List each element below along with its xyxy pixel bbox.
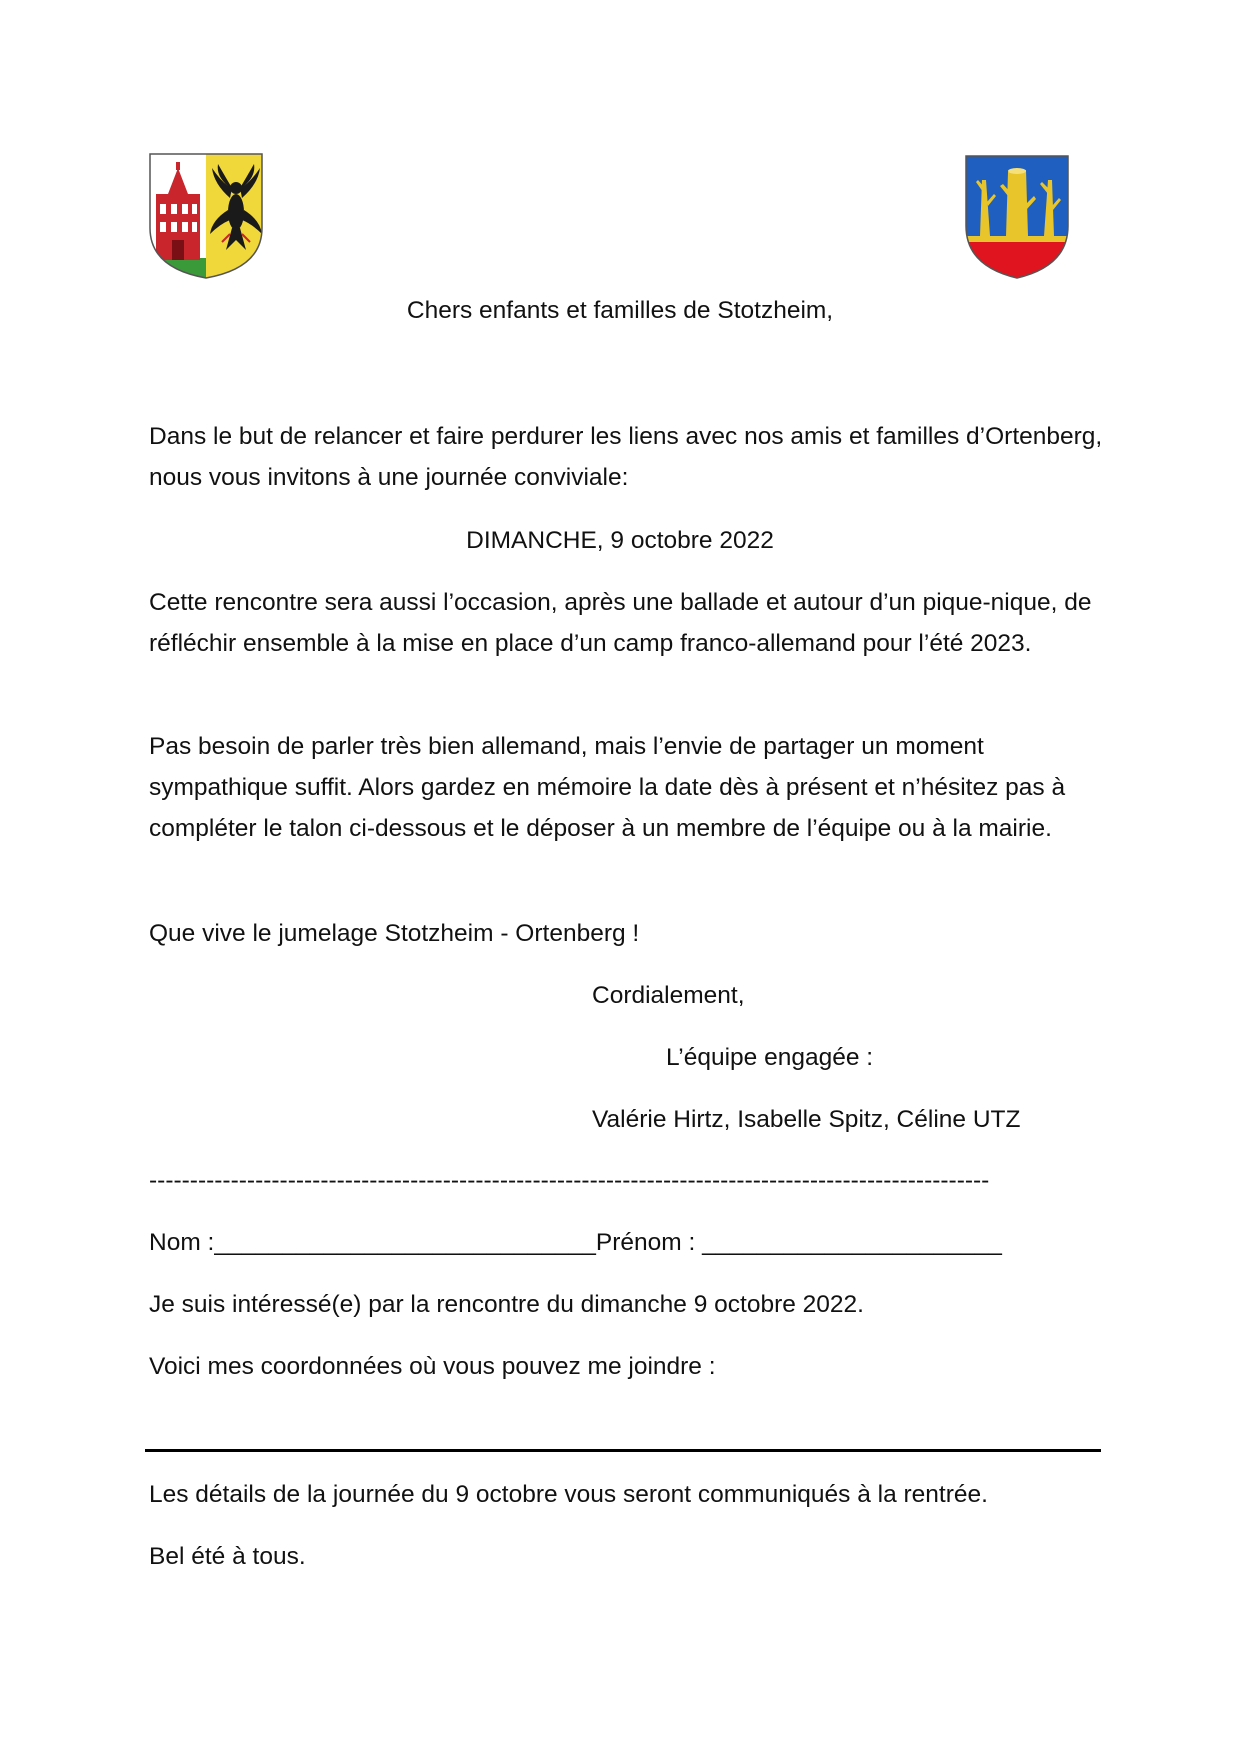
team-names: Valérie Hirtz, Isabelle Spitz, Céline UTZ bbox=[592, 1106, 1021, 1133]
paragraph-occasion: Cette rencontre sera aussi l’occasion, après une ballade et autour d’un pique-nique, de réfléchir ensemble à la mise en place d’un camp franco-allemand pour l’été 2023. bbox=[149, 589, 1092, 657]
name-field-line: Nom :____________________________Prénom : ______________________ bbox=[149, 1229, 1002, 1256]
closing: Cordialement, bbox=[592, 982, 745, 1009]
paragraph-language: Pas besoin de parler très bien allemand, mais l’envie de partager un moment sympathique suffit. Alors gardez en mémoire la date dès à présent et n’hésitez pas à compléter le talon ci-dessous et le déposer à un membre de l’équipe ou à la mairie. bbox=[149, 733, 1066, 842]
details-note: Les détails de la journée du 9 octobre vous seront communiqués à la rentrée. bbox=[149, 1481, 988, 1508]
interest-statement: Je suis intéressé(e) par la rencontre du dimanche 9 octobre 2022. bbox=[149, 1291, 864, 1318]
contact-prompt: Voici mes coordonnées où vous pouvez me joindre : bbox=[149, 1353, 716, 1380]
paragraph-twinning: Que vive le jumelage Stotzheim - Ortenberg ! bbox=[149, 920, 640, 947]
paragraph-invitation: Dans le but de relancer et faire perdurer les liens avec nos amis et familles d’Ortenberg, nous vous invitons à une journée conviviale: bbox=[149, 423, 1103, 491]
farewell: Bel été à tous. bbox=[149, 1543, 306, 1570]
stotzheim-coat-of-arms-icon bbox=[146, 150, 266, 282]
event-date: DIMANCHE, 9 octobre 2022 bbox=[466, 527, 774, 554]
greeting: Chers enfants et familles de Stotzheim, bbox=[406, 297, 834, 324]
cut-line: ------------------------------------------------------------------------------------------------------- bbox=[149, 1167, 990, 1194]
divider-rule bbox=[145, 1449, 1101, 1452]
team-label: L’équipe engagée : bbox=[666, 1044, 874, 1071]
ortenberg-coat-of-arms-icon bbox=[962, 152, 1072, 282]
